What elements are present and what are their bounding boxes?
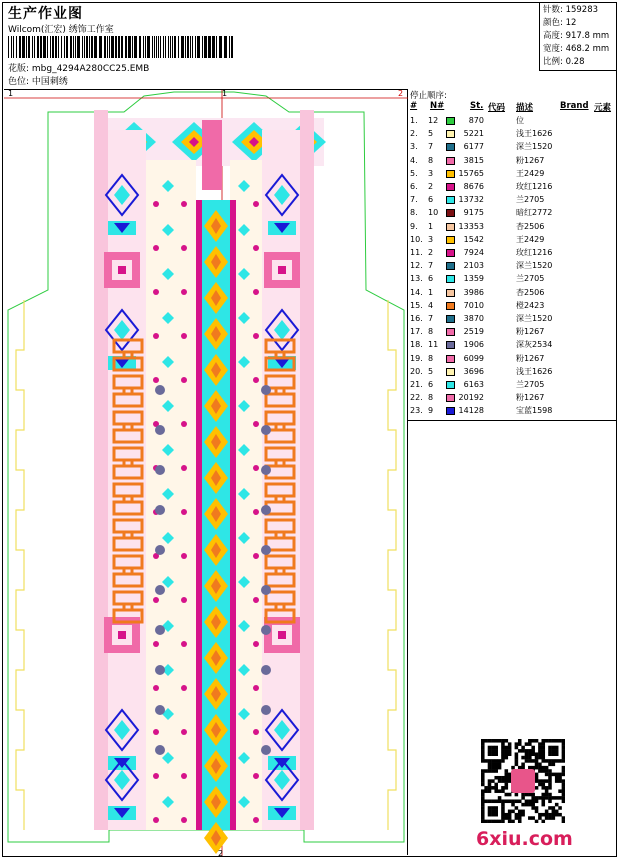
- stitch-count-cell: 15765: [458, 168, 484, 178]
- design-file-label: 花版: mbg_4294A280CC25.EMB: [8, 64, 150, 74]
- color-swatch: [446, 315, 455, 323]
- thread-description: 粉1267: [516, 155, 545, 165]
- stitch-count-cell: 3986: [463, 287, 484, 297]
- needle-number: 1: [428, 221, 434, 231]
- thread-description: 深兰1520: [516, 142, 553, 152]
- site-brand[interactable]: [476, 828, 573, 850]
- stop-index: 7.: [410, 195, 418, 205]
- thread-description: 玫红1216: [516, 248, 553, 257]
- embroidery-pattern: [4, 90, 408, 856]
- stitch-count-cell: 2103: [463, 261, 484, 271]
- color-swatch: [446, 275, 455, 283]
- col-stitches: St.: [470, 101, 484, 111]
- legend-row: [410, 181, 615, 194]
- color-swatch: [446, 302, 455, 310]
- stitch-count-cell: 20192: [458, 393, 484, 403]
- color-swatch: [446, 328, 455, 336]
- legend-row: [410, 168, 615, 181]
- legend-row: [410, 273, 615, 286]
- stitch-count-cell: 13732: [458, 195, 484, 205]
- thread-description: 粉1267: [516, 393, 545, 403]
- thread-description: 深灰2534: [516, 340, 553, 350]
- design-scale: 比例: 0.28: [543, 57, 585, 67]
- stitch-count-cell: 2519: [463, 327, 484, 337]
- legend-row: [410, 207, 615, 220]
- thread-description: 杏2506: [516, 221, 545, 231]
- thread-description: 兰2705: [516, 274, 545, 284]
- stitch-count-cell: 3815: [463, 155, 484, 165]
- stop-index: 13.: [410, 274, 423, 284]
- stop-index: 2.: [410, 129, 418, 139]
- legend-row: [410, 260, 615, 273]
- thread-description: 深兰1520: [516, 314, 553, 323]
- company-name: Wilcom(汇宏) 绣饰工作室: [8, 25, 114, 35]
- legend-row: [410, 128, 615, 141]
- color-swatch: [446, 249, 455, 257]
- stitch-count-cell: 6099: [463, 353, 484, 363]
- legend-row: [410, 326, 615, 339]
- stitch-count-cell: 7010: [463, 300, 484, 310]
- legend-row: [410, 287, 615, 300]
- thread-description: 宝蓝1598: [516, 406, 553, 416]
- stitch-count-cell: 3870: [463, 314, 484, 323]
- thread-description: 浅王1626: [516, 129, 553, 139]
- thread-description: 杏2506: [516, 287, 545, 297]
- stats-panel: [539, 2, 617, 71]
- color-swatch: [446, 183, 455, 191]
- color-count: 颜色: 12: [543, 18, 577, 28]
- stitch-count-cell: 9175: [463, 208, 484, 218]
- legend-row: [410, 353, 615, 366]
- needle-number: 7: [428, 142, 434, 152]
- color-swatch: [446, 117, 455, 125]
- stitch-count-cell: 13353: [458, 221, 484, 231]
- marker-top-mid: 1: [222, 89, 228, 98]
- stitch-count-cell: 6163: [463, 380, 484, 389]
- stitch-count-cell: 8676: [463, 182, 484, 191]
- thread-description: 浅王1626: [516, 366, 553, 376]
- page-title: 生产作业图: [8, 6, 83, 22]
- color-swatch: [446, 289, 455, 297]
- stop-index: 21.: [410, 380, 423, 389]
- stop-index: 8.: [410, 208, 418, 218]
- marker-top-left: 1: [8, 89, 14, 98]
- stop-index: 19.: [410, 353, 423, 363]
- col-index: #: [410, 101, 418, 111]
- legend-row: [410, 392, 615, 405]
- color-swatch: [446, 157, 455, 165]
- stop-index: 20.: [410, 366, 423, 376]
- stop-index: 14.: [410, 287, 423, 297]
- thread-description: 位: [516, 116, 524, 125]
- needle-number: 7: [428, 261, 434, 271]
- needle-number: 10: [428, 208, 439, 218]
- color-swatch: [446, 223, 455, 231]
- thread-description: 橙2423: [516, 300, 545, 310]
- stitch-count: 针数: 159283: [543, 5, 599, 15]
- legend-row: [410, 247, 615, 260]
- color-stop-legend: [408, 89, 617, 421]
- stitch-count-cell: 3696: [463, 366, 484, 376]
- marker-top-right: 2: [398, 89, 404, 98]
- thread-description: 兰2705: [516, 195, 545, 205]
- needle-number: 6: [428, 380, 434, 389]
- stop-index: 18.: [410, 340, 423, 350]
- color-swatch: [446, 381, 455, 389]
- stop-index: 23.: [410, 406, 423, 416]
- legend-row: [410, 155, 615, 168]
- thread-description: 深兰1520: [516, 261, 553, 271]
- col-element: 元素: [594, 103, 612, 113]
- col-brand: Brand: [560, 101, 589, 111]
- needle-number: 6: [428, 274, 434, 284]
- stop-index: 16.: [410, 314, 423, 323]
- color-swatch: [446, 355, 455, 363]
- thread-description: 王2429: [516, 234, 545, 244]
- thread-description: 兰2705: [516, 380, 545, 389]
- stop-index: 15.: [410, 300, 423, 310]
- needle-number: 12: [428, 116, 439, 125]
- site-brand-text: 6xiu.com: [476, 828, 573, 850]
- color-swatch: [446, 170, 455, 178]
- stop-index: 11.: [410, 248, 423, 257]
- marker-bottom-mid: 2: [218, 849, 224, 858]
- stitch-count-cell: 5221: [463, 129, 484, 139]
- color-swatch: [446, 407, 455, 415]
- color-swatch: [446, 262, 455, 270]
- legend-row: [410, 379, 615, 392]
- thread-description: 王2429: [516, 168, 545, 178]
- stitch-count-cell: 1542: [463, 234, 484, 244]
- needle-number: 11: [428, 340, 439, 350]
- design-height: 高度: 917.8 mm: [543, 31, 610, 41]
- stop-index: 1.: [410, 116, 418, 125]
- stop-index: 4.: [410, 155, 418, 165]
- legend-row: [410, 366, 615, 379]
- legend-row: [410, 313, 615, 326]
- needle-number: 2: [428, 248, 434, 257]
- stop-index: 10.: [410, 234, 423, 244]
- legend-row: [410, 115, 615, 128]
- stitch-count-cell: 7924: [463, 248, 484, 257]
- color-swatch: [446, 341, 455, 349]
- stop-index: 3.: [410, 142, 418, 152]
- col-description: 描述: [516, 103, 534, 113]
- col-needle: N#: [430, 101, 445, 111]
- needle-number: 8: [428, 393, 434, 403]
- color-swatch: [446, 209, 455, 217]
- stop-index: 17.: [410, 327, 423, 337]
- stitch-count-cell: 1359: [463, 274, 484, 284]
- legend-row: [410, 405, 615, 418]
- thread-description: 粉1267: [516, 353, 545, 363]
- needle-number: 4: [428, 300, 434, 310]
- needle-number: 5: [428, 366, 434, 376]
- needle-number: 9: [428, 406, 434, 416]
- color-swatch: [446, 130, 455, 138]
- col-code: 代码: [488, 103, 506, 113]
- color-swatch: [446, 196, 455, 204]
- stop-index: 22.: [410, 393, 423, 403]
- legend-row: [410, 234, 615, 247]
- stop-index: 5.: [410, 168, 418, 178]
- qr-code[interactable]: [481, 739, 565, 823]
- needle-number: 6: [428, 195, 434, 205]
- colorway-label: 色位: 中国刺绣: [8, 77, 68, 87]
- color-swatch: [446, 143, 455, 151]
- stop-index: 6.: [410, 182, 418, 191]
- stitch-count-cell: 870: [468, 116, 484, 125]
- barcode: [8, 36, 233, 58]
- needle-number: 2: [428, 182, 434, 191]
- needle-number: 8: [428, 353, 434, 363]
- color-swatch: [446, 236, 455, 244]
- needle-number: 3: [428, 168, 434, 178]
- legend-row: [410, 300, 615, 313]
- stop-index: 12.: [410, 261, 423, 271]
- thread-description: 暗红2772: [516, 208, 553, 218]
- legend-row: [410, 339, 615, 352]
- needle-number: 3: [428, 234, 434, 244]
- stitch-count-cell: 14128: [458, 406, 484, 416]
- legend-row: [410, 194, 615, 207]
- needle-number: 1: [428, 287, 434, 297]
- color-swatch: [446, 394, 455, 402]
- design-width: 宽度: 468.2 mm: [543, 44, 610, 54]
- legend-title: 停止顺序:: [410, 91, 447, 101]
- stitch-count-cell: 1906: [463, 340, 484, 350]
- needle-number: 8: [428, 327, 434, 337]
- legend-row: [410, 221, 615, 234]
- embroidery-preview[interactable]: [4, 89, 408, 855]
- needle-number: 7: [428, 314, 434, 323]
- stop-index: 9.: [410, 221, 418, 231]
- thread-description: 粉1267: [516, 327, 545, 337]
- needle-number: 8: [428, 155, 434, 165]
- legend-row: [410, 141, 615, 154]
- stitch-count-cell: 6177: [463, 142, 484, 152]
- needle-number: 5: [428, 129, 434, 139]
- thread-description: 玫红1216: [516, 182, 553, 191]
- color-swatch: [446, 368, 455, 376]
